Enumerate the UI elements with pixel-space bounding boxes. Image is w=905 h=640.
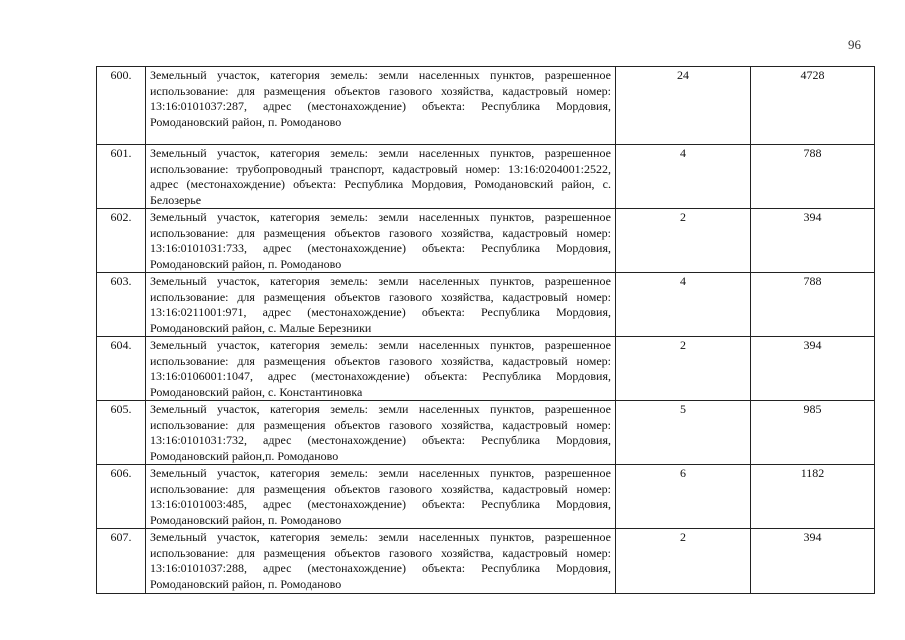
row-number: 607. bbox=[97, 529, 146, 594]
value-b: 394 bbox=[751, 337, 875, 401]
value-a: 2 bbox=[616, 529, 751, 594]
value-a: 2 bbox=[616, 209, 751, 273]
value-a: 4 bbox=[616, 145, 751, 209]
value-b: 4728 bbox=[751, 67, 875, 145]
value-b: 788 bbox=[751, 273, 875, 337]
value-a: 24 bbox=[616, 67, 751, 145]
plot-description: Земельный участок, категория земель: земли населенных пунктов, разрешенное использование: для размещения объектов газового хозяйства, кадастровый номер: 13:16:0101031:733, адрес (местонахождение) объекта: Республика Мордовия, Ромодановский район, п. Ромоданово bbox=[146, 209, 616, 273]
value-b: 394 bbox=[751, 529, 875, 594]
row-number: 602. bbox=[97, 209, 146, 273]
value-b: 788 bbox=[751, 145, 875, 209]
land-plots-table bbox=[96, 66, 875, 594]
plot-description: Земельный участок, категория земель: земли населенных пунктов, разрешенное использование: для размещения объектов газового хозяйства, кадастровый номер: 13:16:0101037:287, адрес (местонахождение) объекта: Республика Мордовия, Ромодановский район, п. Ромоданово bbox=[146, 67, 616, 145]
table-row bbox=[97, 529, 875, 594]
plot-description: Земельный участок, категория земель: земли населенных пунктов, разрешенное использование: для размещения объектов газового хозяйства, кадастровый номер: 13:16:0101037:288, адрес (местонахождение) объекта: Республика Мордовия, Ромодановский район, п. Ромоданово bbox=[146, 529, 616, 594]
row-number: 600. bbox=[97, 67, 146, 145]
table-row bbox=[97, 337, 875, 401]
table-row bbox=[97, 465, 875, 529]
row-number: 604. bbox=[97, 337, 146, 401]
row-number: 605. bbox=[97, 401, 146, 465]
plot-description: Земельный участок, категория земель: земли населенных пунктов, разрешенное использование: для размещения объектов газового хозяйства, кадастровый номер: 13:16:0101003:485, адрес (местонахождение) объекта: Республика Мордовия, Ромодановский район, п. Ромоданово bbox=[146, 465, 616, 529]
page-number: 96 bbox=[848, 37, 861, 52]
table-row bbox=[97, 401, 875, 465]
value-a: 6 bbox=[616, 465, 751, 529]
row-number: 606. bbox=[97, 465, 146, 529]
row-number: 601. bbox=[97, 145, 146, 209]
plot-description: Земельный участок, категория земель: земли населенных пунктов, разрешенное использование: для размещения объектов газового хозяйства, кадастровый номер: 13:16:0106001:1047, адрес (местонахождение) объекта: Республика Мордовия, Ромодановский район, с. Константиновка bbox=[146, 337, 616, 401]
plot-description: Земельный участок, категория земель: земли населенных пунктов, разрешенное использование: для размещения объектов газового хозяйства, кадастровый номер: 13:16:0101031:732, адрес (местонахождение) объекта: Республика Мордовия, Ромодановский район,п. Ромоданово bbox=[146, 401, 616, 465]
table-row bbox=[97, 273, 875, 337]
value-a: 4 bbox=[616, 273, 751, 337]
table-row bbox=[97, 209, 875, 273]
value-a: 2 bbox=[616, 337, 751, 401]
value-b: 985 bbox=[751, 401, 875, 465]
value-b: 394 bbox=[751, 209, 875, 273]
plot-description: Земельный участок, категория земель: земли населенных пунктов, разрешенное использование: трубопроводный транспорт, кадастровый номер: 13:16:0204001:2522, адрес (местонахождение) объекта: Республика Мордовия, Ромодановский район, с. Белозерье bbox=[146, 145, 616, 209]
row-number: 603. bbox=[97, 273, 146, 337]
table-row bbox=[97, 145, 875, 209]
plot-description: Земельный участок, категория земель: земли населенных пунктов, разрешенное использование: для размещения объектов газового хозяйства, кадастровый номер: 13:16:0211001:971, адрес (местонахождение) объекта: Республика Мордовия, Ромодановский район, с. Малые Березники bbox=[146, 273, 616, 337]
table-row bbox=[97, 67, 875, 145]
value-a: 5 bbox=[616, 401, 751, 465]
value-b: 1182 bbox=[751, 465, 875, 529]
